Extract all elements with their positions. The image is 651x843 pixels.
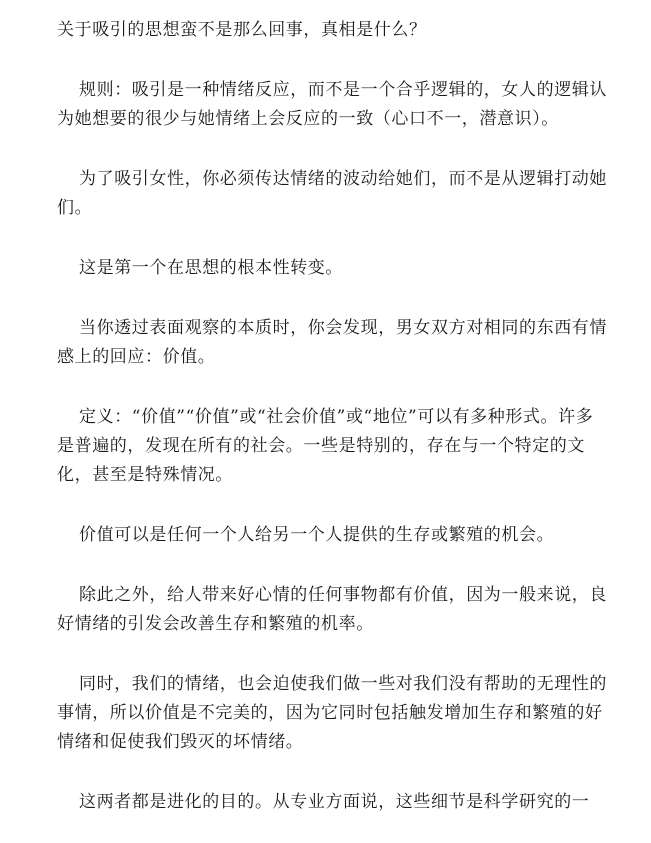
paragraph-evolution: 这两者都是进化的目的。从专业方面说，这些细节是科学研究的一 (79, 792, 590, 812)
paragraph-emotion: 同时，我们的情绪，也会迫使我们做一些对我们没有帮助的无理性的事情，所以价值是不完美的，因为它同时包括触发增加生存和繁殖的好情绪和促使我们毁灭的坏情绪。 (57, 674, 607, 752)
paragraph-mood: 除此之外，给人带来好心情的任何事物都有价值，因为一般来说，良好情绪的引发会改善生存和繁殖的机率。 (57, 585, 607, 634)
paragraph-definition: 定义：“价值”“价值”或“社会价值”或“地位”可以有多种形式。许多是普遍的，发现在所有的社会。一些是特别的，存在与一个特定的文化，甚至是特殊情况。 (57, 407, 594, 485)
paragraph-title: 关于吸引的思想蛮不是那么回事，真相是什么？ (57, 20, 427, 40)
paragraph-value: 价值可以是任何一个人给另一个人提供的生存或繁殖的机会。 (79, 525, 555, 545)
paragraph-essence: 当你透过表面观察的本质时，你会发现，男女双方对相同的东西有情感上的回应：价值。 (57, 318, 607, 367)
paragraph-shift: 这是第一个在思想的根本性转变。 (79, 258, 343, 278)
document-body (57, 0, 609, 817)
paragraph-rule: 规则：吸引是一种情绪反应，而不是一个合乎逻辑的，女人的逻辑认为她想要的很少与她情绪上会反应的一致（心口不一，潜意识）。 (57, 80, 607, 129)
paragraph-attract: 为了吸引女性，你必须传达情绪的波动给她们，而不是从逻辑打动她们。 (57, 169, 607, 218)
